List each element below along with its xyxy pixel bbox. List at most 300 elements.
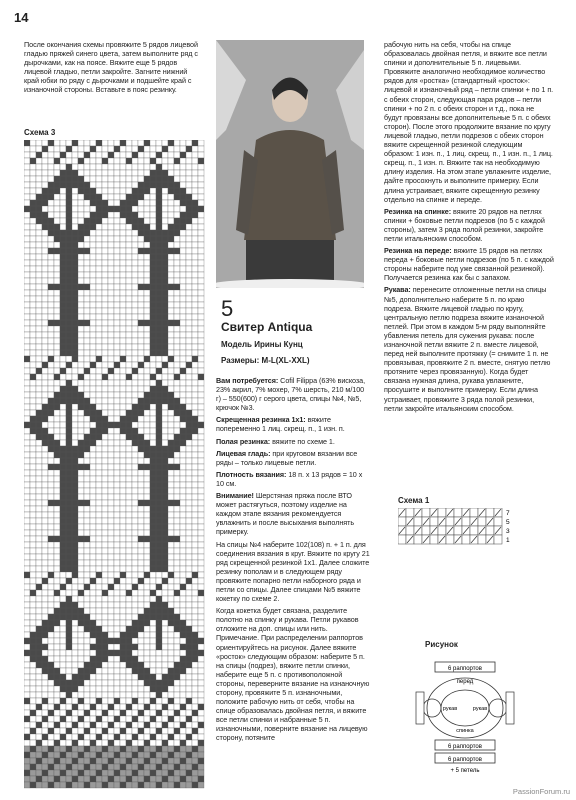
chart-cell: [60, 326, 66, 332]
chart-cell: [180, 638, 186, 644]
chart-cell: [96, 770, 102, 776]
chart-cell: [72, 572, 78, 578]
chart-cell: [102, 554, 108, 560]
chart-cell: [132, 308, 138, 314]
chart-cell: [198, 416, 204, 422]
chart-cell: [42, 614, 48, 620]
chart-cell: [180, 752, 186, 758]
paragraph-body: вяжите 15 рядов на петлях переда + боковые петли подрезов (по 5 п. с каждой стороны наберите под уже связанной резинкой). Получается резинка как бы с запахом.: [384, 246, 554, 283]
chart-cell: [48, 212, 54, 218]
chart-cell: [96, 560, 102, 566]
chart-cell: [36, 482, 42, 488]
chart-cell: [180, 548, 186, 554]
chart-cell: [144, 548, 150, 554]
chart-cell: [42, 698, 48, 704]
chart-cell: [144, 554, 150, 560]
chart-cell: [132, 482, 138, 488]
chart-cell: [36, 260, 42, 266]
chart-cell: [198, 548, 204, 554]
chart-cell: [108, 224, 114, 230]
chart-cell: [174, 644, 180, 650]
chart-cell: [66, 266, 72, 272]
chart-cell: [36, 656, 42, 662]
chart-cell: [156, 554, 162, 560]
chart-cell: [78, 686, 84, 692]
chart-cell: [90, 416, 96, 422]
chart-cell: [84, 494, 90, 500]
chart-cell: [198, 770, 204, 776]
chart-cell: [198, 716, 204, 722]
chart-cell: [120, 746, 126, 752]
chart-cell: [156, 380, 162, 386]
chart-cell: [168, 290, 174, 296]
chart-cell: [102, 416, 108, 422]
chart-cell: [102, 176, 108, 182]
chart-cell: [96, 458, 102, 464]
chart-cell: [60, 146, 66, 152]
chart-cell: [60, 662, 66, 668]
chart-cell: [30, 440, 36, 446]
chart-cell: [24, 344, 30, 350]
chart-cell: [186, 308, 192, 314]
chart-cell: [54, 356, 60, 362]
chart-cell: [60, 350, 66, 356]
chart-cell: [150, 590, 156, 596]
chart-cell: [192, 740, 198, 746]
chart-cell: [168, 170, 174, 176]
chart-cell: [162, 152, 168, 158]
chart-cell: [132, 506, 138, 512]
chart-cell: [186, 710, 192, 716]
chart-cell: [138, 338, 144, 344]
chart-cell: [198, 272, 204, 278]
chart-cell: [126, 698, 132, 704]
chart-cell: [42, 770, 48, 776]
chart-cell: [150, 644, 156, 650]
chart-cell: [132, 680, 138, 686]
chart-cell: [96, 698, 102, 704]
chart-cell: [114, 728, 120, 734]
chart-cell: [162, 542, 168, 548]
chart-cell: [114, 602, 120, 608]
paragraph: [384, 207, 554, 243]
chart-cell: [42, 380, 48, 386]
chart-cell: [138, 578, 144, 584]
chart-cell: [54, 314, 60, 320]
chart-cell: [120, 332, 126, 338]
chart-cell: [54, 764, 60, 770]
chart-cell: [48, 158, 54, 164]
chart-cell: [150, 728, 156, 734]
chart-cell: [138, 572, 144, 578]
chart-cell: [144, 278, 150, 284]
chart-cell: [78, 254, 84, 260]
chart-cell: [180, 650, 186, 656]
chart-cell: [132, 470, 138, 476]
stitch-cell: [422, 526, 430, 535]
chart-cell: [30, 434, 36, 440]
chart-cell: [174, 530, 180, 536]
chart-cell: [150, 398, 156, 404]
chart-cell: [162, 776, 168, 782]
chart-cell: [180, 182, 186, 188]
chart-cell: [144, 614, 150, 620]
chart-cell: [132, 776, 138, 782]
chart-cell: [168, 740, 174, 746]
chart-cell: [24, 506, 30, 512]
chart-cell: [108, 326, 114, 332]
chart-cell: [96, 368, 102, 374]
chart-cell: [96, 188, 102, 194]
chart-cell: [54, 386, 60, 392]
chart-cell: [138, 356, 144, 362]
chart-cell: [96, 614, 102, 620]
chart-cell: [72, 686, 78, 692]
chart-cell: [42, 458, 48, 464]
chart-cell: [120, 260, 126, 266]
chart-cell: [144, 392, 150, 398]
chart-cell: [84, 200, 90, 206]
chart-cell: [66, 752, 72, 758]
chart-cell: [42, 374, 48, 380]
chart-cell: [126, 392, 132, 398]
chart-cell: [102, 434, 108, 440]
chart-cell: [108, 710, 114, 716]
chart-cell: [30, 770, 36, 776]
chart-cell: [150, 146, 156, 152]
chart-cell: [198, 518, 204, 524]
chart-cell: [90, 530, 96, 536]
chart-cell: [78, 428, 84, 434]
chart-cell: [102, 644, 108, 650]
chart-cell: [90, 734, 96, 740]
chart-cell: [78, 560, 84, 566]
chart-cell: [108, 620, 114, 626]
chart-cell: [72, 734, 78, 740]
chart-cell: [114, 764, 120, 770]
chart-cell: [36, 338, 42, 344]
chart-cell: [66, 776, 72, 782]
chart-cell: [48, 182, 54, 188]
chart-cell: [138, 782, 144, 788]
chart-cell: [186, 752, 192, 758]
chart-cell: [114, 620, 120, 626]
chart-cell: [186, 500, 192, 506]
chart-cell: [180, 380, 186, 386]
chart-cell: [24, 458, 30, 464]
chart-cell: [24, 452, 30, 458]
chart-cell: [198, 266, 204, 272]
chart-cell: [42, 230, 48, 236]
chart-cell: [30, 296, 36, 302]
chart-cell: [24, 224, 30, 230]
chart-cell: [54, 290, 60, 296]
chart-cell: [114, 308, 120, 314]
chart-cell: [90, 578, 96, 584]
chart-cell: [60, 206, 66, 212]
chart-cell: [162, 212, 168, 218]
chart-cell: [66, 476, 72, 482]
chart-cell: [156, 302, 162, 308]
chart-cell: [84, 188, 90, 194]
chart-cell: [60, 398, 66, 404]
chart-cell: [24, 404, 30, 410]
chart-cell: [78, 224, 84, 230]
chart-cell: [78, 308, 84, 314]
chart-cell: [102, 260, 108, 266]
chart-cell: [78, 272, 84, 278]
chart-cell: [30, 476, 36, 482]
chart-cell: [90, 566, 96, 572]
chart-cell: [126, 632, 132, 638]
chart-cell: [54, 722, 60, 728]
chart-cell: [192, 680, 198, 686]
chart-cell: [150, 284, 156, 290]
chart-cell: [150, 386, 156, 392]
chart-cell: [192, 770, 198, 776]
chart-cell: [120, 638, 126, 644]
chart-cell: [30, 488, 36, 494]
fig-plus5-label: + 5 петель: [450, 768, 480, 774]
chart-cell: [48, 284, 54, 290]
chart-cell: [42, 578, 48, 584]
chart-cell: [24, 542, 30, 548]
chart-cell: [186, 770, 192, 776]
chart-cell: [108, 398, 114, 404]
chart-cell: [84, 308, 90, 314]
chart-cell: [162, 140, 168, 146]
chart-cell: [48, 272, 54, 278]
chart-cell: [24, 746, 30, 752]
chart-cell: [126, 710, 132, 716]
chart-cell: [72, 296, 78, 302]
chart-cell: [48, 446, 54, 452]
chart-cell: [168, 758, 174, 764]
chart-cell: [168, 368, 174, 374]
chart-cell: [168, 518, 174, 524]
chart-cell: [90, 536, 96, 542]
chart-cell: [126, 542, 132, 548]
chart-cell: [42, 464, 48, 470]
chart-cell: [150, 740, 156, 746]
chart-cell: [150, 176, 156, 182]
chart-cell: [102, 296, 108, 302]
chart-cell: [90, 206, 96, 212]
chart-cell: [198, 308, 204, 314]
chart-cell: [168, 644, 174, 650]
chart-cell: [108, 182, 114, 188]
chart-cell: [144, 428, 150, 434]
chart-cell: [162, 164, 168, 170]
chart-cell: [96, 488, 102, 494]
chart-cell: [24, 590, 30, 596]
chart-cell: [138, 410, 144, 416]
chart-cell: [138, 266, 144, 272]
chart-cell: [48, 542, 54, 548]
chart-cell: [30, 782, 36, 788]
chart-cell: [102, 722, 108, 728]
chart-cell: [186, 206, 192, 212]
chart-cell: [126, 662, 132, 668]
chart-cell: [30, 200, 36, 206]
paragraph: [216, 470, 370, 488]
chart-cell: [198, 296, 204, 302]
chart-cell: [144, 476, 150, 482]
chart-cell: [96, 266, 102, 272]
chart-cell: [150, 452, 156, 458]
intro-paragraph: После окончания схемы провяжите 5 рядов лицевой гладью пряжей синего цвета, затем выполните ряд с дырочками, как на поясе. Вяжите еще 5 рядов лицевой гладью, петли закройте. Загните нижний край юбки по ряду с дырочками и подшейте край с изнаночной стороны. Вставьте в пояс резинку.: [24, 40, 198, 95]
chart-cell: [186, 260, 192, 266]
chart-cell: [138, 458, 144, 464]
chart-cell: [120, 506, 126, 512]
chart-cell: [114, 206, 120, 212]
chart-cell: [96, 410, 102, 416]
chart-cell: [96, 536, 102, 542]
chart-cell: [114, 752, 120, 758]
chart-cell: [24, 782, 30, 788]
chart-cell: [126, 590, 132, 596]
chart-cell: [54, 368, 60, 374]
chart-cell: [192, 518, 198, 524]
chart-cell: [114, 374, 120, 380]
chart-cell: [186, 782, 192, 788]
chart-cell: [114, 548, 120, 554]
chart-cell: [84, 218, 90, 224]
chart-cell: [120, 320, 126, 326]
chart-cell: [102, 290, 108, 296]
chart-cell: [30, 272, 36, 278]
chart-cell: [126, 560, 132, 566]
chart-cell: [84, 272, 90, 278]
chart-cell: [96, 404, 102, 410]
chart-cell: [168, 620, 174, 626]
chart-cell: [198, 380, 204, 386]
chart-cell: [24, 410, 30, 416]
chart-cell: [192, 686, 198, 692]
chart-cell: [132, 554, 138, 560]
chart-cell: [162, 320, 168, 326]
chart-cell: [54, 782, 60, 788]
chart-cell: [78, 590, 84, 596]
chart-cell: [24, 752, 30, 758]
chart-cell: [84, 440, 90, 446]
chart-cell: [174, 710, 180, 716]
chart-cell: [54, 542, 60, 548]
chart-cell: [168, 506, 174, 512]
chart-cell: [42, 680, 48, 686]
chart-cell: [30, 566, 36, 572]
chart-cell: [84, 638, 90, 644]
chart-cell: [144, 308, 150, 314]
chart-cell: [66, 200, 72, 206]
chart-cell: [72, 374, 78, 380]
chart-cell: [186, 326, 192, 332]
chart-cell: [120, 602, 126, 608]
chart-cell: [198, 446, 204, 452]
chart-cell: [102, 236, 108, 242]
chart-cell: [150, 464, 156, 470]
chart-cell: [78, 602, 84, 608]
chart-cell: [132, 434, 138, 440]
chart-cell: [156, 434, 162, 440]
chart-cell: [24, 728, 30, 734]
chart-cell: [30, 692, 36, 698]
chart-cell: [96, 632, 102, 638]
chart-cell: [198, 668, 204, 674]
chart-cell: [30, 596, 36, 602]
chart-cell: [144, 644, 150, 650]
chart-cell: [84, 566, 90, 572]
chart-cell: [180, 596, 186, 602]
chart-cell: [54, 158, 60, 164]
chart-cell: [114, 296, 120, 302]
chart-cell: [132, 452, 138, 458]
chart-cell: [144, 338, 150, 344]
chart-cell: [180, 464, 186, 470]
chart-cell: [168, 272, 174, 278]
chart-cell: [138, 776, 144, 782]
chart-cell: [102, 428, 108, 434]
chart-cell: [36, 770, 42, 776]
paragraph-body: вяжите 20 рядов на петлях спинки + боковые петли подрезов (по 5 с каждой стороны), затем 3 ряда полой резинки, закройте петли итальянским способом.: [384, 206, 545, 243]
chart-cell: [198, 362, 204, 368]
chart-cell: [192, 260, 198, 266]
chart-cell: [108, 512, 114, 518]
chart-cell: [180, 170, 186, 176]
chart-cell: [168, 386, 174, 392]
chart-cell: [150, 530, 156, 536]
chart-cell: [72, 158, 78, 164]
chart-cell: [144, 452, 150, 458]
chart-cell: [150, 626, 156, 632]
paragraph: [216, 376, 370, 412]
chart-cell: [84, 602, 90, 608]
chart-cell: [174, 314, 180, 320]
chart-cell: [72, 218, 78, 224]
chart-cell: [36, 218, 42, 224]
chart-cell: [90, 638, 96, 644]
chart-cell: [78, 422, 84, 428]
chart-cell: [102, 212, 108, 218]
chart-cell: [114, 164, 120, 170]
chart-cell: [174, 380, 180, 386]
chart-cell: [138, 278, 144, 284]
chart-cell: [36, 560, 42, 566]
chart-cell: [30, 158, 36, 164]
chart-cell: [144, 602, 150, 608]
chart-cell: [66, 596, 72, 602]
chart-cell: [42, 572, 48, 578]
chart-cell: [162, 554, 168, 560]
chart-cell: [54, 746, 60, 752]
chart-cell: [90, 224, 96, 230]
chart-cell: [162, 380, 168, 386]
chart-cell: [78, 230, 84, 236]
chart-cell: [96, 656, 102, 662]
chart-cell: [84, 464, 90, 470]
chart-cell: [72, 728, 78, 734]
chart-cell: [138, 176, 144, 182]
chart-cell: [150, 656, 156, 662]
chart-cell: [156, 764, 162, 770]
chart-cell: [54, 236, 60, 242]
chart-cell: [132, 458, 138, 464]
chart-cell: [96, 374, 102, 380]
chart-cell: [144, 506, 150, 512]
chart-cell: [138, 650, 144, 656]
chart-cell: [84, 572, 90, 578]
chart-cell: [180, 704, 186, 710]
